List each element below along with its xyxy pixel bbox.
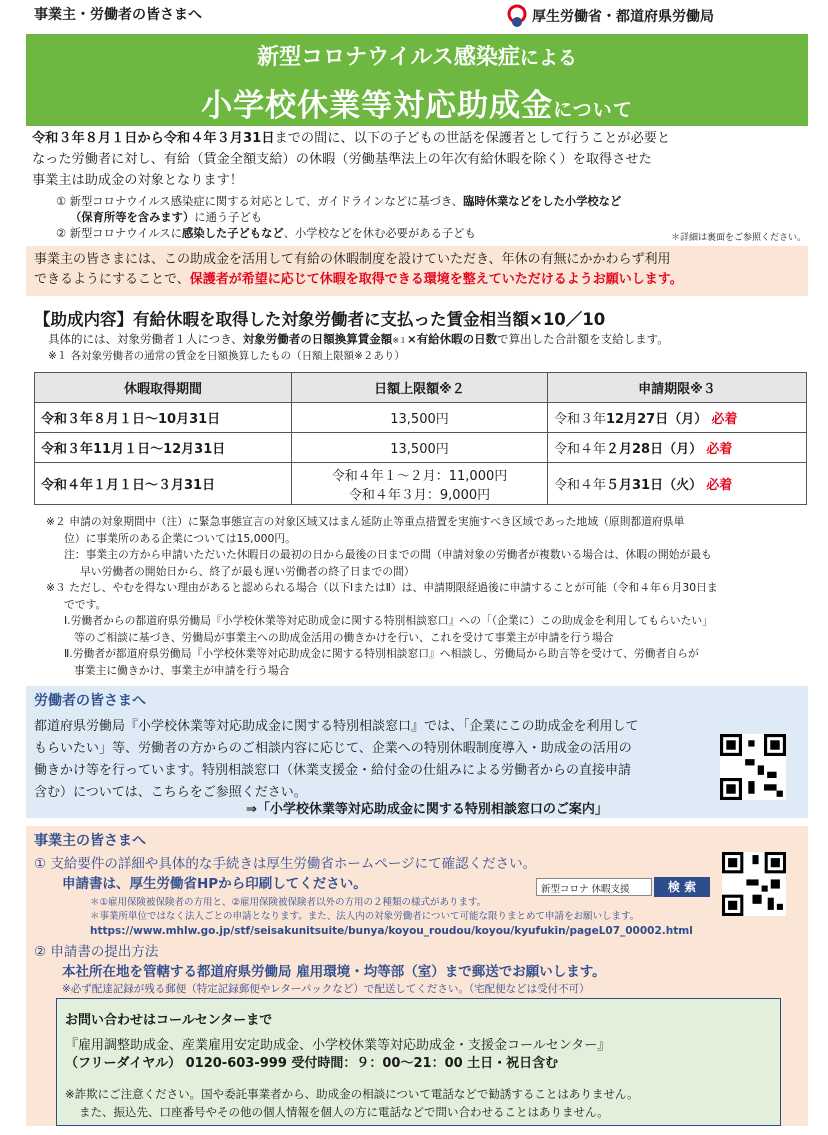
contact-info: 『雇用調整助成金、産業雇用安定助成金、小学校休業等対応助成金・支援金コールセンター』 （フリーダイヤル） 0120-603-999 受付時間：９：00～21：00 土日・祝日含む — [65, 1038, 611, 1071]
table-header-row: 休暇取得期間 日額上限額※２ 申請期限※３ — [35, 373, 807, 403]
employers-heading: 事業主の皆さまへ — [34, 833, 146, 849]
employers-section: 事業主の皆さまへ ① 支給要件の詳細や具体的な手続きは厚生労働省ホームページにて確認ください。 申請書は、厚生労働省HPから印刷してください。 ＊①雇用保険被保険者の方用と、②雇用保険被保険者以外の方用の２種類の様式があります。 ＊事業所単位ではなく法人ごとの申請となります。また、法人内の対象労働者について可能な限りまとめて申請をお願いします。 https://www.mhlw.go.jp/stf/seisakunitsuite/bunya/koyou_roudou/koyou/kyufukin/pageL07_00002.html 新型コロナ 休暇支援 検 索 ② 申請書の提出方法 本社所在地を管轄する都道府県労働局 雇用環境・均等部（室）まで郵送でお願いします。 ※必ず配達記録が残る郵便（特定記録郵便やレターパックなど）で配送してください。（宅配便などは受付不可） — [26, 826, 808, 1126]
eligible-children-list: ① 新型コロナウイルス感染症に関する対応として、ガイドラインなどに基づき、臨時休業などをした小学校など （保育所等を含みます）に通う子ども ② 新型コロナウイルスに感染した子どもなど、小学校などを休む必要がある子ども — [56, 195, 622, 240]
table-row: 令和３年11月１日～12月31日 13,500円 令和４年２月28日（月） 必着 — [35, 433, 807, 463]
table-row: 令和３年８月１日～10月31日 13,500円 令和３年12月27日（月） 必着 — [35, 403, 807, 433]
workers-heading: 労働者の皆さまへ — [34, 693, 146, 709]
qr-code-icon[interactable] — [720, 734, 786, 800]
subsidy-table — [34, 372, 807, 505]
ministry-name: 厚生労働省・都道府県労働局 — [532, 9, 714, 25]
title-banner — [26, 34, 808, 126]
search-button[interactable]: 検 索 — [654, 877, 710, 897]
search-input[interactable]: 新型コロナ 休暇支援 — [536, 878, 652, 896]
banner-line-1: 新型コロナウイルス感染症による — [257, 45, 577, 70]
see-back-note: ＊詳細は裏面をご参照ください。 — [670, 233, 806, 243]
subsidy-calc-text: 具体的には、対象労働者１人につき、対象労働者の日額換算賃金額※１×有給休暇の日数で算出した合計額を支給します。 — [48, 332, 669, 346]
contact-box — [56, 998, 781, 1126]
subsidy-content-heading: 【助成内容】有給休暇を取得した対象労働者に支払った賃金相当額×10／10 — [34, 310, 606, 329]
audience-label: 事業主・労働者の皆さまへ — [34, 7, 202, 23]
contact-heading: お問い合わせはコールセンターまで — [65, 1013, 273, 1028]
workers-text: 都道府県労働局『小学校休業等対応助成金に関する特別相談窓口』では、「企業にこの助成金を利用して もらいたい」等、労働者の方からのご相談内容に応じて、企業への特別休暇制度導入・助成金の活用の 働きかけ等を行っています。特別相談窓口（休業支援金・給付金の仕組みによる労働者からの直接申請 含む）については、こちらをご参照ください。 — [34, 719, 639, 800]
top-bar — [0, 0, 828, 34]
table-row: 令和４年１月１日～３月31日 令和４年１～２月：11,000円 令和４年３月：9,000円 令和４年５月31日（火） 必着 — [35, 463, 807, 505]
banner-title: 小学校休業等対応助成金について — [201, 88, 633, 124]
fraud-warning: ※詐欺にご注意ください。国や委託事業者から、助成金の相談について電話などで勧誘することはありません。 また、振込先、口座番号やその他の個人情報を個人の方に電話などで問い合わせることはありません。 — [65, 1087, 639, 1119]
consultation-link[interactable]: ⇒「小学校休業等対応助成金に関する特別相談窓口のご案内」 — [246, 802, 608, 817]
qr-code-icon[interactable] — [722, 852, 786, 916]
phone-number[interactable]: （フリーダイヤル） 0120-603-999 受付時間：９：00～21：00 土日・祝日含む — [65, 1056, 559, 1071]
ministry-logo-icon — [506, 3, 528, 29]
request-box: 事業主の皆さまには、この助成金を活用して有給の休暇制度を設けていただき、年休の有無にかかわらず利用 できるようにすることで、保護者が希望に応じて休暇を取得できる環境を整えていただけるようお願いします。 — [26, 246, 808, 296]
mhlw-url-link[interactable]: https://www.mhlw.go.jp/stf/seisakunitsuite/bunya/koyou_roudou/koyou/kyufukin/pageL07_00002.html — [90, 925, 693, 937]
intro-paragraph: 令和３年８月１日から令和４年３月31日までの間に、以下の子どもの世話を保護者として行うことが必要と なった労働者に対し、有給（賃金全額支給）の休暇（労働基準法上の年次有給休暇を除く）を取得させた 事業主は助成金の対象となります！ — [32, 131, 671, 188]
subsidy-note-1: ※１ 各対象労働者の通常の賃金を日額換算したもの（日額上限額※２あり） — [48, 350, 405, 362]
workers-section — [26, 686, 808, 818]
footnotes: ※２ 申請の対象期間中（注）に緊急事態宣言の対象区域又はまん延防止等重点措置を実施すべき区域であった地域（原則都道府県単 位）に事業所のある企業については15,000円。 注：事業主の方から申請いただいた休暇日の最初の日から最後の日までの間（申請対象の労働者が複数いる場合は、休暇の開始が最も 早い労働者の開始日から、終了が最も遅い労働者の終了日までの間） ※３ ただし、やむを得ない理由があると認められる場合（以下ⅠまたはⅡ）は、申請期限経過後に申請することが可能（令和４年６月30日ま でです。 Ⅰ.労働者からの都道府県労働局『小学校休業等対応助成金に関する特別相談窓口』への「（企業に）この助成金を利用してもらいたい」 等のご相談に基づき、労働局が事業主への助成金活用の働きかけを行い、これを受けて事業主が申請を行う場合 Ⅱ.労働者が都道府県労働局『小学校休業等対応助成金に関する特別相談窓口』へ相談し、労働局から助言等を受けて、労働者自らが 事業主に働きかけ、事業主が申請を行う場合 — [46, 515, 718, 677]
